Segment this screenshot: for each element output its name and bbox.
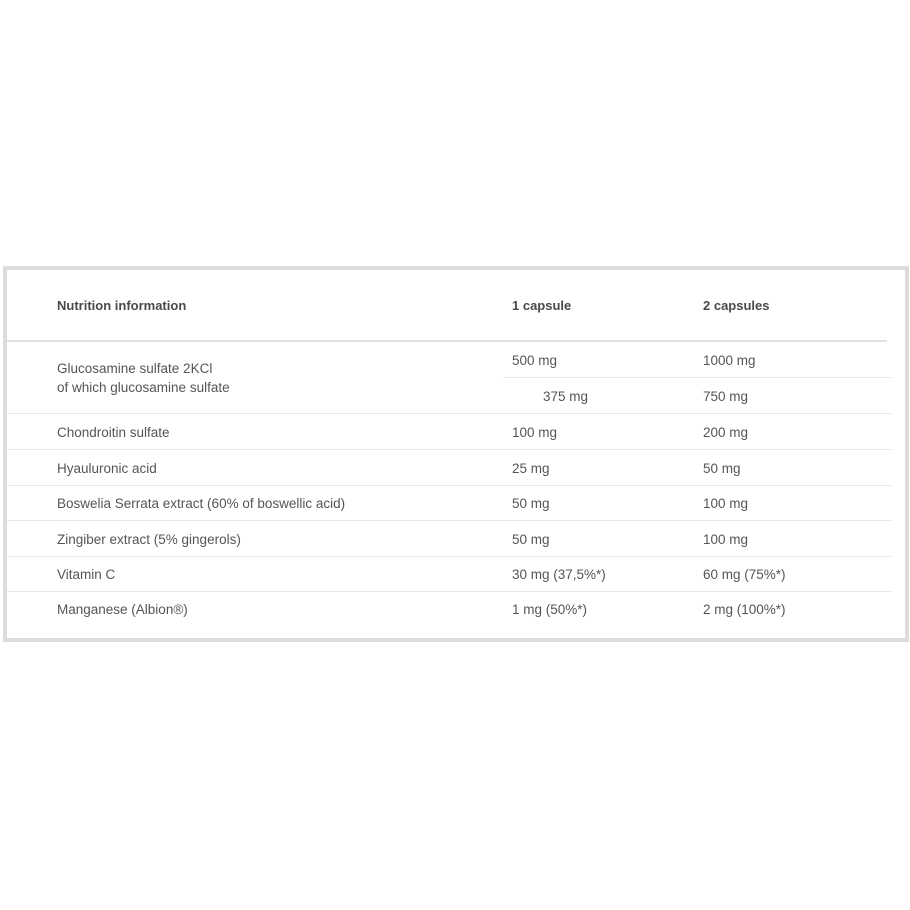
row-subvalue-1-capsule: 375 mg bbox=[543, 389, 589, 404]
row-name: Manganese (Albion®) bbox=[57, 602, 188, 617]
row-value-1-capsule: 50 mg bbox=[512, 496, 550, 511]
header-1-capsule: 1 capsule bbox=[512, 298, 572, 313]
row-name: Zingiber extract (5% gingerols) bbox=[57, 532, 241, 547]
row-value-2-capsules: 100 mg bbox=[703, 496, 749, 511]
row-name: Hyauluronic acid bbox=[57, 461, 157, 476]
row-value-2-capsules: 1000 mg bbox=[703, 353, 756, 368]
table-row bbox=[7, 450, 891, 486]
row-value-2-capsules: 100 mg bbox=[703, 532, 749, 547]
sub-row-divider bbox=[503, 377, 891, 378]
row-name-line1: Glucosamine sulfate 2KCl bbox=[57, 361, 213, 376]
row-value-1-capsule: 50 mg bbox=[512, 532, 550, 547]
table-row bbox=[7, 592, 891, 627]
row-value-1-capsule: 30 mg (37,5%*) bbox=[512, 567, 606, 582]
header-2-capsules: 2 capsules bbox=[703, 298, 770, 313]
row-value-1-capsule: 500 mg bbox=[512, 353, 558, 368]
table-row bbox=[7, 556, 891, 592]
table-row bbox=[7, 485, 891, 521]
row-value-2-capsules: 50 mg bbox=[703, 461, 741, 476]
row-name: Boswelia Serrata extract (60% of boswellic acid) bbox=[57, 496, 346, 511]
header-nutrition-information: Nutrition information bbox=[57, 298, 187, 313]
row-subvalue-2-capsules: 750 mg bbox=[703, 389, 749, 404]
table-header bbox=[7, 270, 887, 342]
row-value-2-capsules: 60 mg (75%*) bbox=[703, 567, 786, 582]
row-value-1-capsule: 25 mg bbox=[512, 461, 550, 476]
row-value-1-capsule: 1 mg (50%*) bbox=[512, 602, 588, 617]
table-row-glucosamine bbox=[7, 342, 891, 414]
table-row bbox=[7, 521, 891, 557]
row-value-2-capsules: 2 mg (100%*) bbox=[703, 602, 786, 617]
nutrition-table bbox=[3, 266, 909, 642]
table-row bbox=[7, 414, 891, 450]
row-value-1-capsule: 100 mg bbox=[512, 425, 558, 440]
row-value-2-capsules: 200 mg bbox=[703, 425, 749, 440]
row-name: Vitamin C bbox=[57, 567, 116, 582]
row-name: Chondroitin sulfate bbox=[57, 425, 170, 440]
row-name-line2: of which glucosamine sulfate bbox=[57, 380, 230, 395]
